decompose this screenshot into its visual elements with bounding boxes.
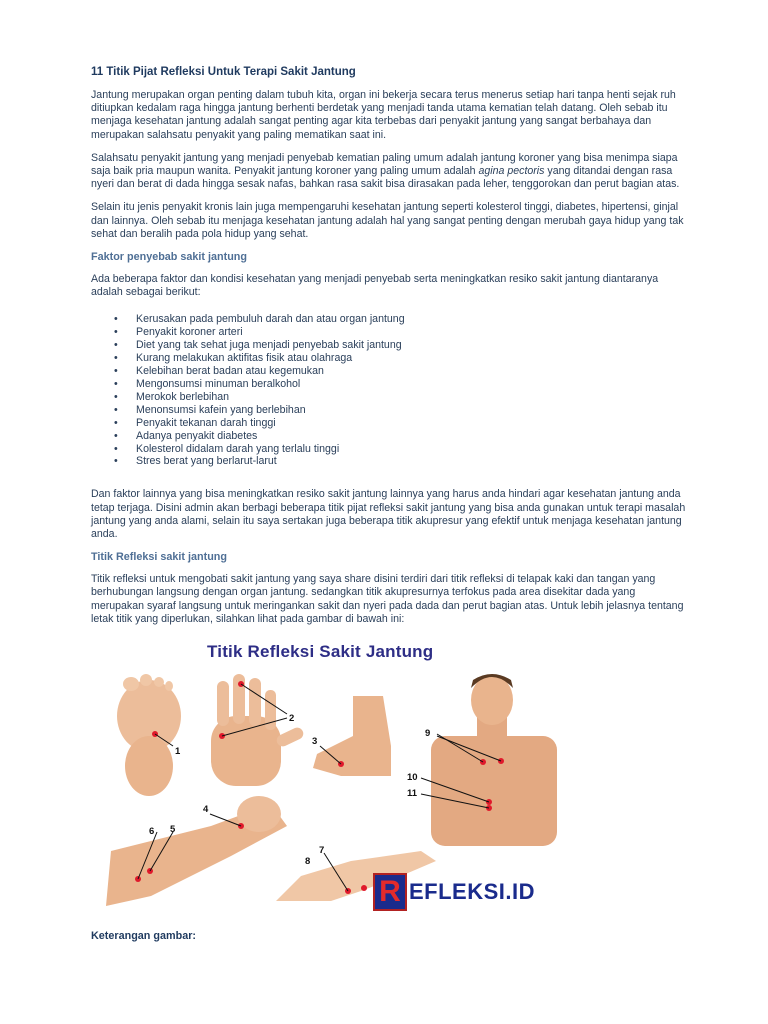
reflexology-figure [91,636,557,920]
point-label-11: 11 [407,788,418,799]
point-label-2: 2 [289,713,295,724]
intro-p2-text-end: yang ditandai dengan rasa nyeri dan berat di dada hingga sesak nafas, bahkan rasa sakit bisa dirasakan pada leher, tenggorokan dan perut bagian atas. [91,165,680,191]
point-label-3: 3 [312,736,318,747]
reflex-point-7 [361,885,367,891]
logo-mark: R [373,873,407,911]
intro-paragraph-3: Selain itu jenis penyakit kronis lain juga mempengaruhi kesehatan jantung seperti kolesterol tinggi, diabetes, hipertensi, ginjal dan lainnya. Oleh sebab itu menjaga kesehatan jantung adalah hal yang sangat penting dengan merubah gaya hidup yang tak sehat dan beralih pada pola hidup yang sehat. [91,201,684,240]
section-heading-titik: Titik Refleksi sakit jantung [91,551,227,564]
refleksi-logo [373,874,535,910]
forearm-illustration [106,796,287,906]
article [91,66,691,636]
man-torso-illustration [431,674,557,846]
titik-paragraph: Titik refleksi untuk mengobati sakit jantung yang saya share disini terdiri dari titik refleksi di telapak kaki dan tangan yang berhubungan langsung dengan organ jantung. sedangkan titik akupresurnya terfokus pada area disekitar dada yang merupakan syaraf langsung untuk meringankan sakit dan nyeri pada dada dan perut bagian atas. Untuk lebih jelasnya tentang letak titik yang diperlukan, silahkan lihat pada gambar di bawah ini: [91,573,684,625]
hand-palm-illustration [211,674,305,786]
list-item: • Diet yang tak sehat juga menjadi penyebab sakit jantung [91,339,691,352]
list-item: • Kerusakan pada pembuluh darah dan atau organ jantung [91,313,691,326]
figure-title: Titik Refleksi Sakit Jantung [207,642,434,661]
list-item: • Kolesterol didalam darah yang terlalu tinggi [91,443,691,456]
list-item: • Stres berat yang berlarut-larut [91,455,691,468]
list-item: • Kurang melakukan aktifitas fisik atau olahraga [91,352,691,365]
list-item: • Kelebihan berat badan atau kegemukan [91,365,691,378]
faktor-closing: Dan faktor lainnya yang bisa meningkatkan resiko sakit jantung lainnya yang harus anda hindari agar kesehatan jantung anda tetap terjaga. Disini admin akan berbagi beberapa titik pijat refleksi sakit jantung yang bisa anda gunakan untuk terapi masalah jantung yang anda alami, selain itu saya sertakan juga beberapa titik akupresur yang efektif untuk menjaga kesehatan jantung anda. [91,488,686,540]
point-label-7: 7 [319,845,325,856]
intro-p2-text: Salahsatu penyakit jantung yang menjadi penyebab kematian paling umum adalah jantung koroner yang bisa menimpa siapa saja baik pria maupun wanita. Penyakit jantung koroner yang paling umum adalah [91,151,678,178]
faktor-list [91,313,691,468]
point-label-9: 9 [425,728,431,739]
intro-paragraph-1: Jantung merupakan organ penting dalam tubuh kita, organ ini bekerja secara terus menerus setiap hari tanpa henti sejak ruh ditiupkan kedalam raga hingga jantung berhenti berdetak yang menjadi tanda utama kematian telah datang. Oleh sebab itu menjaga kesehatan jantung adalah sangat penting agar kita terbebas dari penyakit jantung yang sangat berbahaya dan merupakan salahsatu penyakit yang paling mematikan saat ini. [91,89,676,141]
point-label-8: 8 [305,856,311,867]
point-label-10: 10 [407,772,418,783]
intro-p2-italic: agina pectoris [478,165,545,178]
list-item: • Merokok berlebihan [91,391,691,404]
point-label-5: 5 [170,824,176,835]
foot-sole-illustration [117,674,181,796]
article-title: 11 Titik Pijat Refleksi Untuk Terapi Sakit Jantung [91,66,356,78]
faktor-lead: Ada beberapa faktor dan kondisi kesehatan yang menjadi penyebab serta meningkatkan resiko sakit jantung diantaranya adalah sebagai berikut: [91,273,659,299]
logo-text: EFLEKSI.ID [409,879,536,904]
list-item: • Adanya penyakit diabetes [91,430,691,443]
list-item: • Mengonsumsi minuman beralkohol [91,378,691,391]
point-label-6: 6 [149,826,155,837]
foot-top-illustration [313,696,391,776]
section-heading-faktor: Faktor penyebab sakit jantung [91,251,247,264]
point-label-4: 4 [203,804,209,815]
point-label-1: 1 [175,746,181,757]
intro-paragraph-2 [91,152,691,192]
list-item: • Penyakit tekanan darah tinggi [91,417,691,430]
list-item: • Menonsumsi kafein yang berlebihan [91,404,691,417]
list-item: • Penyakit koroner arteri [91,326,691,339]
caption-heading: Keterangan gambar: [91,930,196,942]
